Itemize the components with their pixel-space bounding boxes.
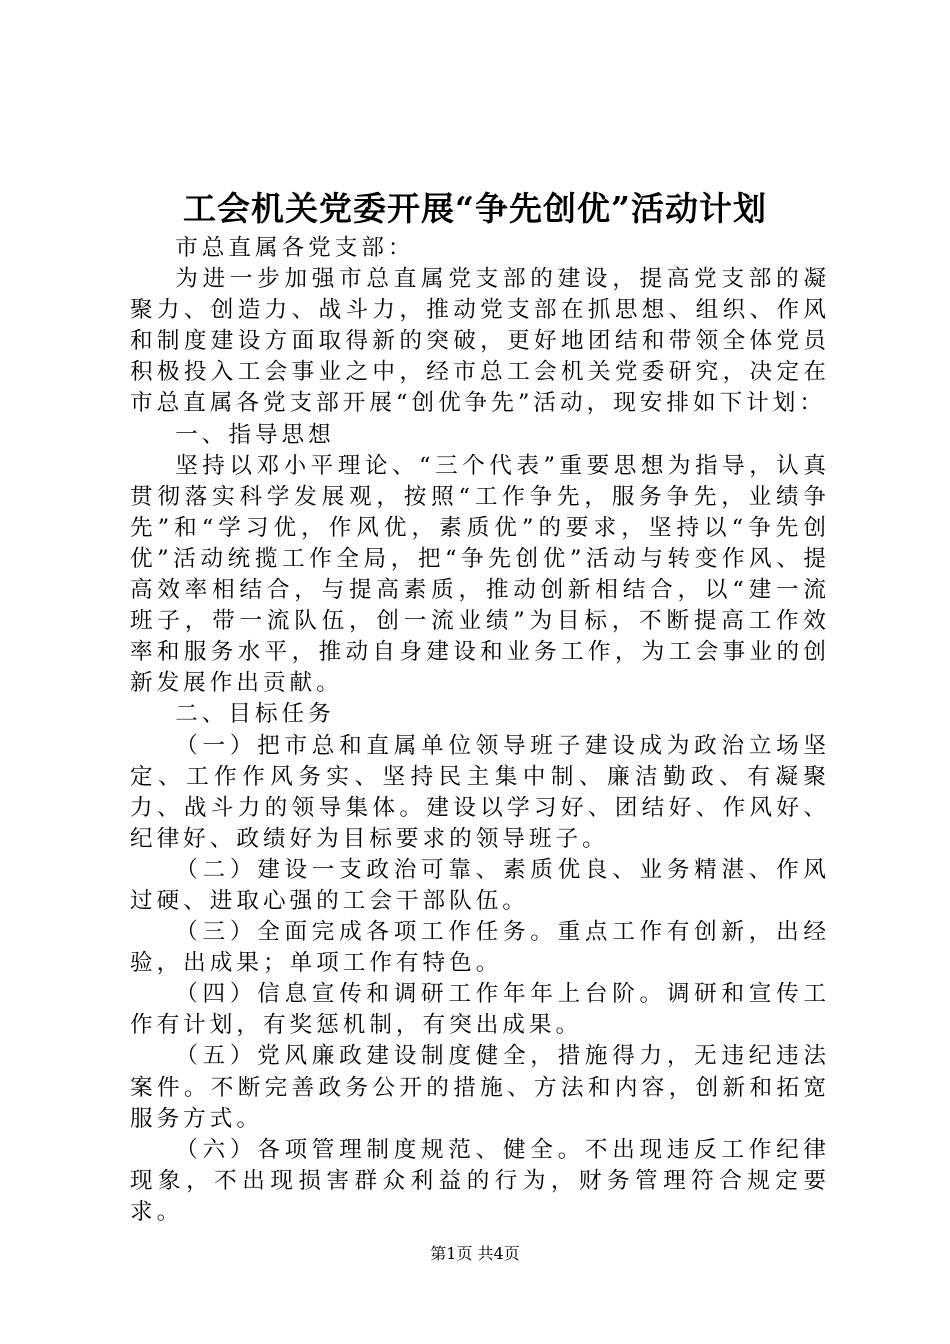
section-heading-2: 二、目标任务 bbox=[175, 701, 335, 728]
goal-item-2: （二）建设一支政治可靠、素质优良、业务精湛、作风过硬、进取心强的工会干部队伍。 bbox=[130, 856, 830, 914]
goal-item-3: （三）全面完成各项工作任务。重点工作有创新，出经验，出成果；单项工作有特色。 bbox=[130, 919, 830, 977]
guiding-thought-paragraph: 坚持以邓小平理论、“三个代表”重要思想为指导，认真贯彻落实科学发展观，按照“工作争先，服务争先，业绩争先”和“学习优，作风优，素质优”的要求，坚持以“争先创优”活动统揽工作全局，把“争先创优”活动与转变作风、提高效率相结合，与提高素质，推动创新相结合，以“建一流班子，带一流队伍，创一流业绩”为目标，不断提高工作效率和服务水平，推动自身建设和业务工作，为工会事业的创新发展作出贡献。 bbox=[130, 452, 830, 697]
intro-paragraph: 为进一步加强市总直属党支部的建设，提高党支部的凝聚力、创造力、战斗力，推动党支部在抓思想、组织、作风和制度建设方面取得新的突破，更好地团结和带领全体党员积极投入工会事业之中，经市总工会机关党委研究，决定在市总直属各党支部开展“创优争先”活动，现安排如下计划： bbox=[130, 266, 830, 417]
goal-item-5: （五）党风廉政建设制度健全，措施得力，无违纪违法案件。不断完善政务公开的措施、方法和内容，创新和拓宽服务方式。 bbox=[130, 1043, 830, 1132]
document-title: 工会机关党委开展“争先创优”活动计划 bbox=[183, 189, 767, 228]
section-heading-1: 一、指导思想 bbox=[175, 421, 335, 448]
document-body bbox=[130, 233, 830, 1228]
page-number: 第1页 共4页 bbox=[430, 1244, 520, 1263]
goal-item-1: （一）把市总和直属单位领导班子建设成为政治立场坚定、工作作风务实、坚持民主集中制、廉洁勤政、有凝聚力、战斗力的领导集体。建设以学习好、团结好、作风好、纪律好、政绩好为目标要求的领导班子。 bbox=[130, 732, 830, 852]
salutation: 市总直属各党支部： bbox=[175, 235, 415, 261]
goal-item-6: （六）各项管理制度规范、健全。不出现违反工作纪律现象，不出现损害群众利益的行为，财务管理符合规定要求。 bbox=[130, 1136, 830, 1225]
goal-item-4: （四）信息宣传和调研工作年年上台阶。调研和宣传工作有计划，有奖惩机制，有突出成果。 bbox=[130, 981, 830, 1039]
